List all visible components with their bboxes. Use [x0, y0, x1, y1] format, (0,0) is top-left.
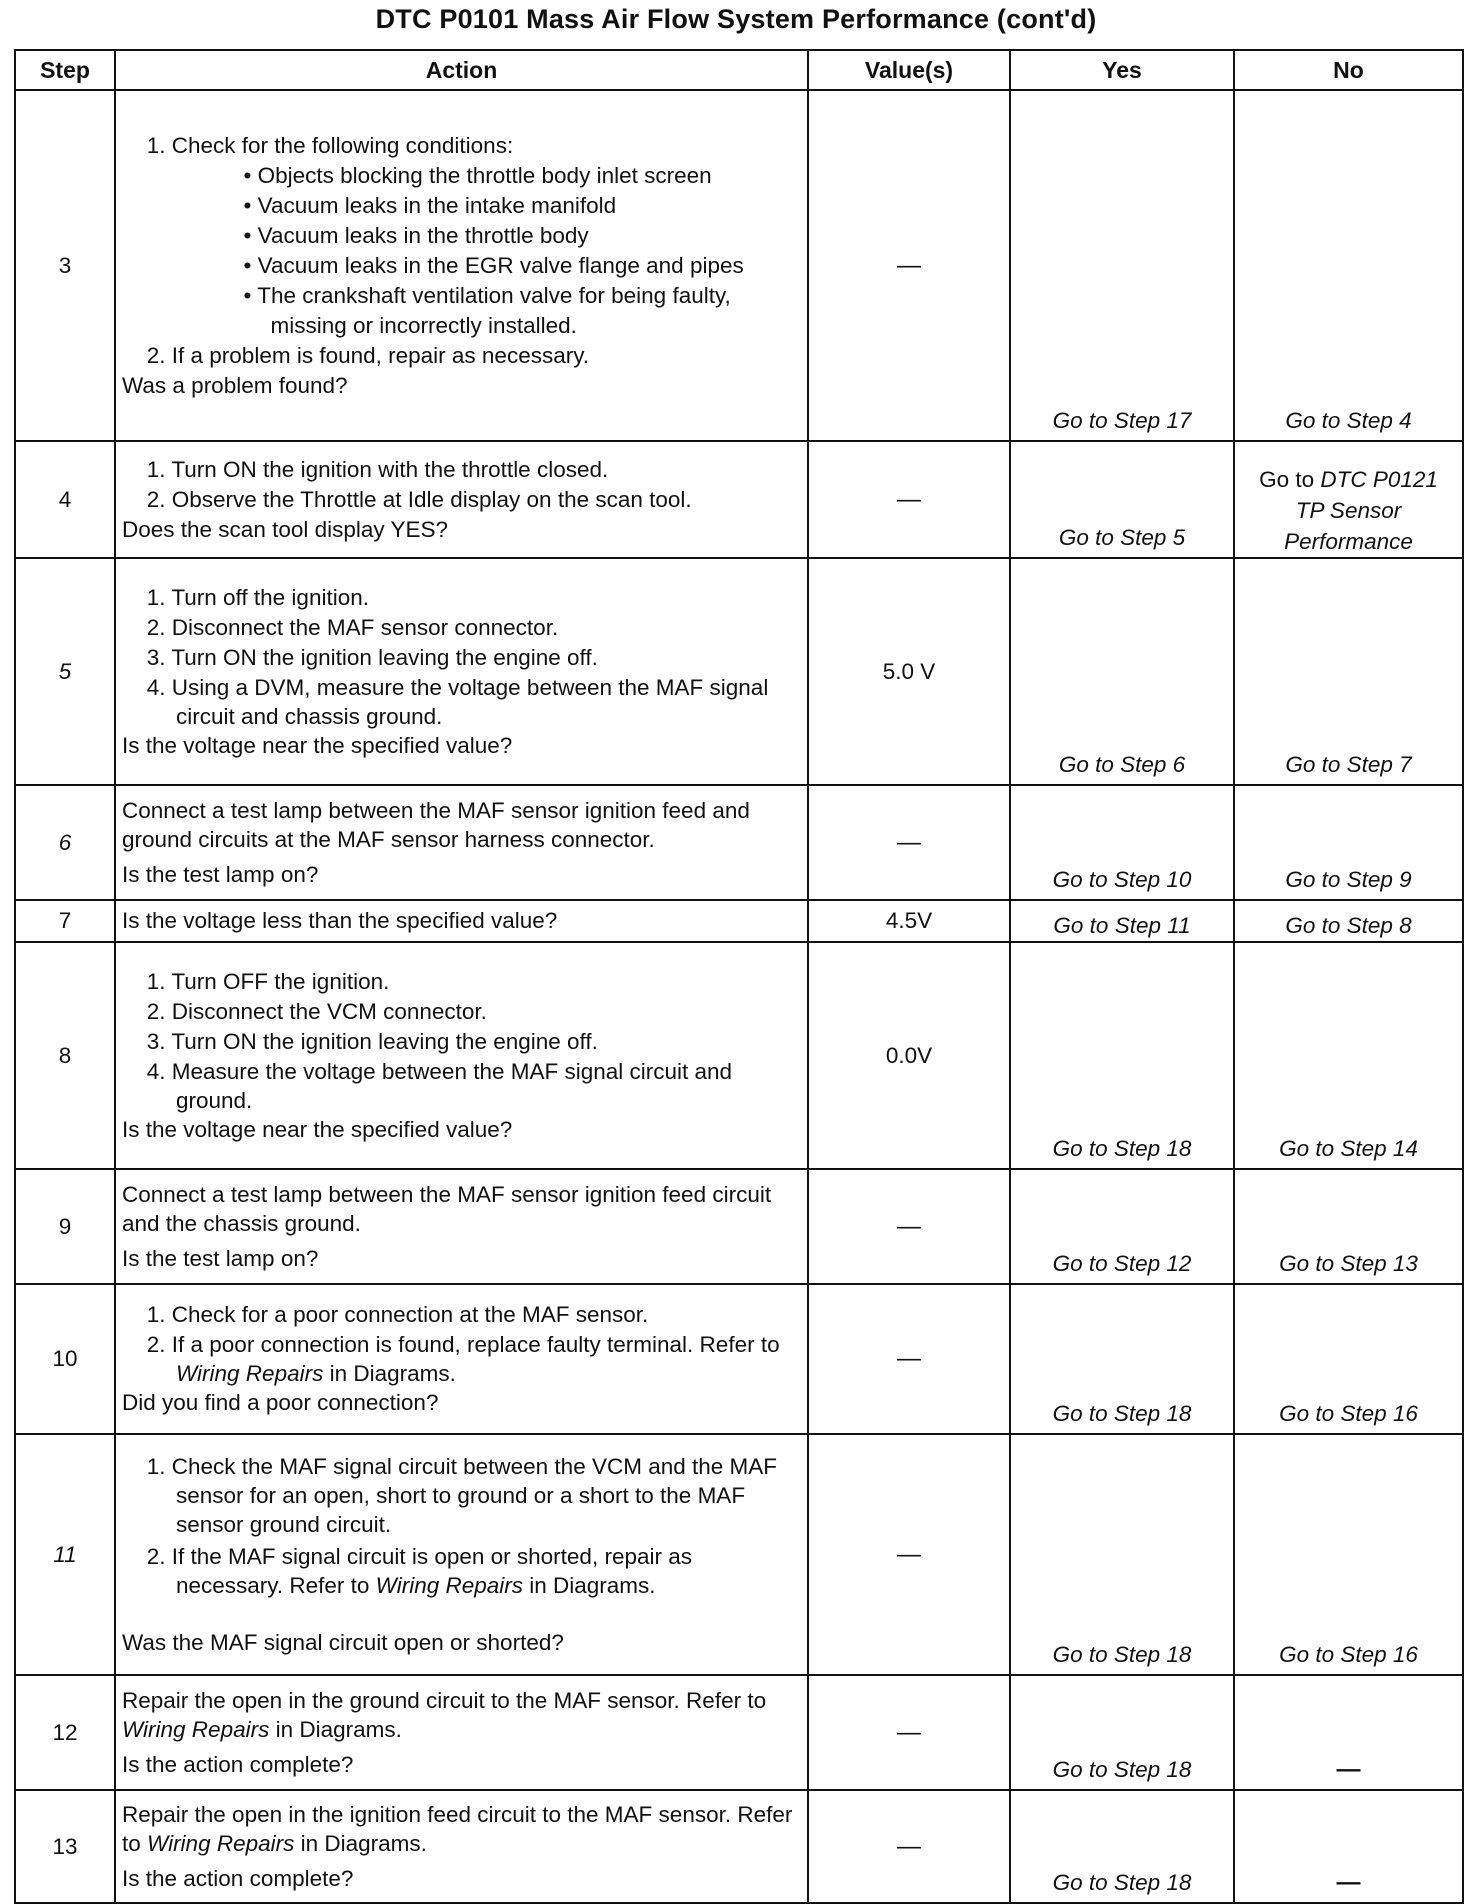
yes-cell	[1010, 90, 1234, 441]
table-row	[15, 1169, 1463, 1284]
no-cell	[1234, 900, 1463, 942]
table-row	[15, 1434, 1463, 1675]
no-cell	[1234, 90, 1463, 441]
goto-link[interactable]: Go to Step 11	[1053, 913, 1191, 938]
action-cell	[115, 1434, 808, 1675]
step-number: 5	[15, 558, 115, 785]
goto-link[interactable]: Go to Step 13	[1279, 1251, 1418, 1276]
goto-link[interactable]: Go to Step 16	[1279, 1642, 1418, 1667]
action-text: Connect a test lamp between the MAF sensor ignition feed and ground circuits at the MAF sensor harness connector.	[122, 798, 750, 852]
action-bullet: • Vacuum leaks in the EGR valve flange and pipes	[243, 252, 744, 278]
no-cell	[1234, 558, 1463, 785]
action-question: Is the action complete?	[122, 1752, 354, 1777]
table-row	[15, 1790, 1463, 1903]
yes-cell	[1010, 785, 1234, 900]
yes-cell	[1010, 900, 1234, 942]
goto-link[interactable]: Go to Step 18	[1052, 1136, 1192, 1161]
action-bullet: • Vacuum leaks in the throttle body	[243, 222, 589, 248]
action-cell	[115, 558, 808, 785]
value-cell: —	[808, 1284, 1010, 1434]
value-cell: 0.0V	[808, 942, 1010, 1169]
yes-cell	[1010, 1284, 1234, 1434]
goto-link[interactable]: Go to Step 18	[1052, 1401, 1192, 1426]
goto-link[interactable]: Go to Step 10	[1052, 867, 1192, 892]
action-question: Is the test lamp on?	[122, 1246, 319, 1271]
value-cell: —	[808, 1434, 1010, 1675]
step-number: 8	[15, 942, 115, 1169]
yes-cell	[1010, 1675, 1234, 1790]
action-line: 4. Measure the voltage between the MAF signal circuit and ground.	[146, 1058, 733, 1113]
action-line: 2. If the MAF signal circuit is open or shorted, repair as necessary. Refer to Wiring Repairs in Diagrams.	[146, 1543, 692, 1598]
no-cell	[1234, 1284, 1463, 1434]
goto-link[interactable]: Go to Step 5	[1058, 525, 1186, 550]
action-cell	[115, 90, 808, 441]
goto-link[interactable]: Go to DTC P0121 TP Sensor Performance	[1259, 467, 1438, 554]
action-question: Is the voltage near the specified value?	[122, 732, 513, 758]
action-line: 2. If a problem is found, repair as necessary.	[146, 342, 590, 368]
action-cell	[115, 1169, 808, 1284]
action-line: 3. Turn ON the ignition leaving the engine off.	[146, 1028, 598, 1054]
goto-link[interactable]: Go to Step 14	[1279, 1136, 1418, 1161]
page-title: DTC P0101 Mass Air Flow System Performance (cont'd)	[375, 4, 1097, 34]
action-line: 2. Observe the Throttle at Idle display on the scan tool.	[146, 486, 692, 512]
action-line: 1. Turn OFF the ignition.	[146, 968, 390, 994]
diagnostic-table	[14, 49, 1464, 1904]
action-question: Is the voltage less than the specified value?	[122, 908, 558, 933]
header-values: Value(s)	[808, 50, 1010, 90]
no-cell	[1234, 441, 1463, 558]
value-cell: —	[808, 785, 1010, 900]
action-question: Is the action complete?	[122, 1866, 354, 1891]
action-question: Does the scan tool display YES?	[122, 516, 449, 542]
goto-link[interactable]: Go to Step 18	[1052, 1870, 1192, 1895]
table-row	[15, 1284, 1463, 1434]
action-cell	[115, 441, 808, 558]
action-cell	[115, 1675, 808, 1790]
action-text: Repair the open in the ground circuit to the MAF sensor. Refer to Wiring Repairs in Diagrams.	[122, 1688, 767, 1742]
goto-link[interactable]: Go to Step 6	[1058, 752, 1186, 777]
action-text: Connect a test lamp between the MAF sensor ignition feed circuit and the chassis ground.	[122, 1182, 772, 1236]
goto-link[interactable]: Go to Step 17	[1052, 408, 1192, 433]
action-bullet: • Objects blocking the throttle body inlet screen	[243, 162, 712, 188]
yes-cell	[1010, 1169, 1234, 1284]
step-number: 7	[15, 900, 115, 942]
no-cell	[1234, 1434, 1463, 1675]
goto-link[interactable]: Go to Step 12	[1052, 1251, 1192, 1276]
value-cell: 5.0 V	[808, 558, 1010, 785]
yes-cell	[1010, 441, 1234, 558]
action-line: 1. Check the MAF signal circuit between the VCM and the MAF sensor for an open, short to ground or a short to the MAF sensor ground circuit.	[146, 1453, 778, 1537]
value-cell: —	[808, 1169, 1010, 1284]
table-row	[15, 441, 1463, 558]
step-number: 9	[15, 1169, 115, 1284]
header-yes: Yes	[1010, 50, 1234, 90]
action-question: Is the test lamp on?	[122, 862, 319, 887]
value-cell: 4.5V	[808, 900, 1010, 942]
action-cell	[115, 1284, 808, 1434]
action-line: 1. Check for the following conditions:	[146, 132, 514, 158]
table-row	[15, 90, 1463, 441]
step-number: 6	[15, 785, 115, 900]
action-question: Was the MAF signal circuit open or shorted?	[122, 1629, 564, 1655]
action-question: Did you find a poor connection?	[122, 1390, 439, 1415]
header-step: Step	[15, 50, 115, 90]
header-action: Action	[115, 50, 808, 90]
action-line: 4. Using a DVM, measure the voltage between the MAF signal circuit and chassis ground.	[146, 674, 769, 729]
action-cell	[115, 785, 808, 900]
action-question: Is the voltage near the specified value?	[122, 1116, 513, 1142]
yes-cell	[1010, 558, 1234, 785]
value-cell: —	[808, 1790, 1010, 1903]
table-row	[15, 942, 1463, 1169]
step-number: 11	[15, 1434, 115, 1675]
value-cell: —	[808, 1675, 1010, 1790]
yes-cell	[1010, 1434, 1234, 1675]
goto-link[interactable]: Go to Step 18	[1052, 1642, 1192, 1667]
no-cell	[1234, 1169, 1463, 1284]
action-line: 1. Check for a poor connection at the MAF sensor.	[146, 1302, 649, 1327]
goto-link[interactable]: Go to Step 9	[1285, 867, 1412, 892]
action-line: 2. Disconnect the VCM connector.	[146, 998, 487, 1024]
goto-link[interactable]: Go to Step 16	[1279, 1401, 1418, 1426]
yes-cell	[1010, 942, 1234, 1169]
no-cell	[1234, 942, 1463, 1169]
action-question: Was a problem found?	[122, 372, 348, 398]
no-cell	[1234, 785, 1463, 900]
action-cell	[115, 1790, 808, 1903]
no-cell: —	[1234, 1790, 1463, 1903]
yes-cell	[1010, 1790, 1234, 1903]
action-bullet: • The crankshaft ventilation valve for being faulty, missing or incorrectly installed.	[243, 282, 731, 338]
table-row	[15, 558, 1463, 785]
goto-link[interactable]: Go to Step 18	[1052, 1757, 1192, 1782]
table-row	[15, 900, 1463, 942]
action-bullet: • Vacuum leaks in the intake manifold	[243, 192, 617, 218]
step-number: 13	[15, 1790, 115, 1903]
value-cell: —	[808, 441, 1010, 558]
action-line: 1. Turn ON the ignition with the throttle closed.	[146, 456, 609, 482]
step-number: 4	[15, 441, 115, 558]
goto-link[interactable]: Go to Step 8	[1285, 913, 1412, 938]
step-number: 10	[15, 1284, 115, 1434]
header-no: No	[1234, 50, 1463, 90]
step-number: 12	[15, 1675, 115, 1790]
action-text: Repair the open in the ignition feed circuit to the MAF sensor. Refer to Wiring Repairs in Diagrams.	[122, 1802, 793, 1856]
goto-link[interactable]: Go to Step 7	[1285, 752, 1412, 777]
action-line: 1. Turn off the ignition.	[146, 584, 369, 610]
no-cell: —	[1234, 1675, 1463, 1790]
goto-link[interactable]: Go to Step 4	[1285, 408, 1412, 433]
value-cell: —	[808, 90, 1010, 441]
action-cell	[115, 942, 808, 1169]
action-line: 2. Disconnect the MAF sensor connector.	[146, 614, 559, 640]
header-row	[15, 50, 1463, 90]
table-row	[15, 1675, 1463, 1790]
action-line: 3. Turn ON the ignition leaving the engine off.	[146, 644, 598, 670]
action-cell	[115, 900, 808, 942]
table-row	[15, 785, 1463, 900]
step-number: 3	[15, 90, 115, 441]
action-line: 2. If a poor connection is found, replace faulty terminal. Refer to Wiring Repairs in Diagrams.	[146, 1332, 780, 1386]
